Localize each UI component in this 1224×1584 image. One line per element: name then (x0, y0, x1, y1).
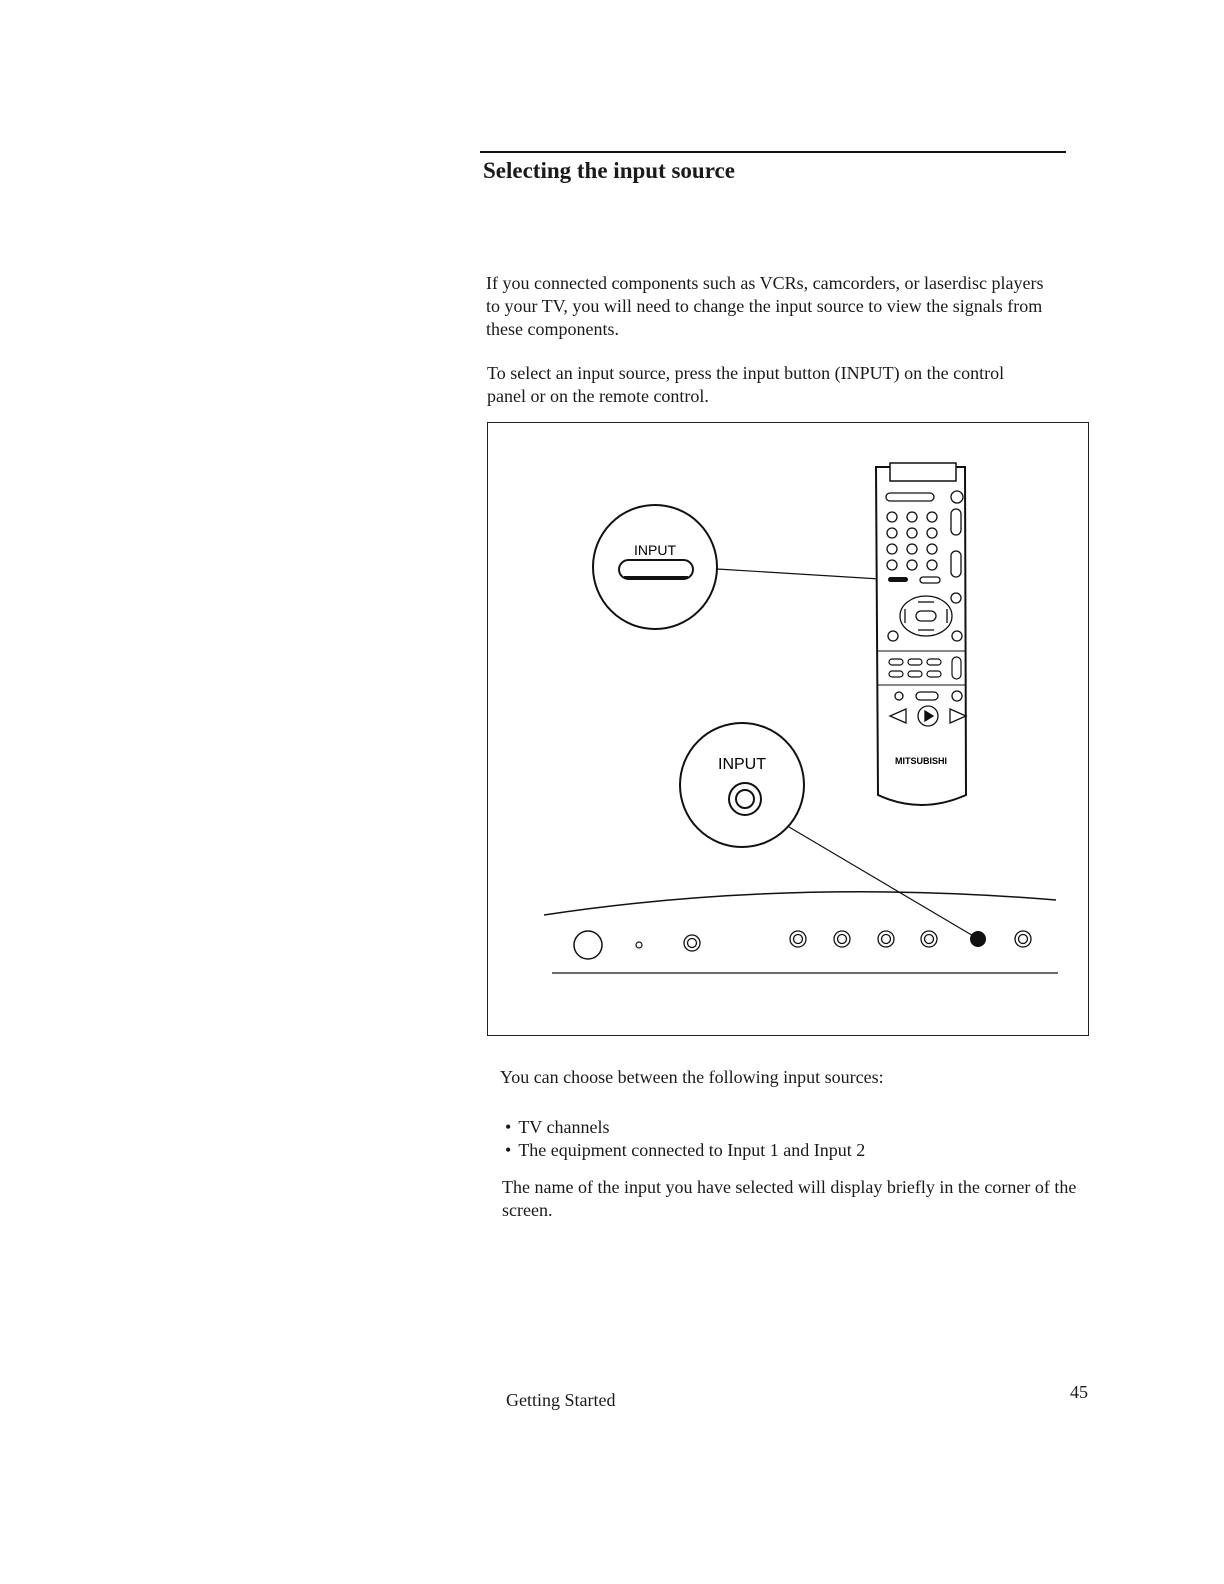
choices-intro: You can choose between the following input sources: (500, 1067, 884, 1087)
page-number: 45 (1070, 1382, 1088, 1402)
section-title: Selecting the input source (483, 158, 735, 183)
remote-direction-pad (900, 596, 952, 636)
power-button (574, 931, 602, 959)
tv-control-panel (544, 892, 1058, 973)
title-rule (480, 151, 1066, 153)
remote-input-button (888, 577, 908, 582)
intro-paragraph: If you connected components such as VCRs, camcorders, or laserdisc players to your TV, you will need to change the input source to view the signals from these components. (486, 273, 1044, 339)
panel-callout-label: INPUT (718, 756, 766, 773)
list-item: • The equipment connected to Input 1 and Input 2 (505, 1139, 865, 1162)
list-item: • TV channels (505, 1116, 865, 1139)
display-note-paragraph: The name of the input you have selected will display briefly in the corner of the screen. (502, 1177, 1077, 1220)
remote-input-callout (593, 505, 880, 629)
input-button-figure (487, 422, 1089, 1036)
input-source-list (505, 1116, 865, 1162)
panel-input-button (970, 931, 986, 947)
remote-control (876, 463, 966, 805)
remote-callout-label: INPUT (634, 542, 676, 558)
remote-brand-label: MITSUBISHI (894, 756, 948, 766)
input-illustration (488, 423, 1088, 1035)
footer-chapter: Getting Started (506, 1390, 616, 1410)
power-indicator (636, 942, 642, 948)
instruction-paragraph: To select an input source, press the input button (INPUT) on the control panel or on the remote control. (487, 363, 1005, 406)
